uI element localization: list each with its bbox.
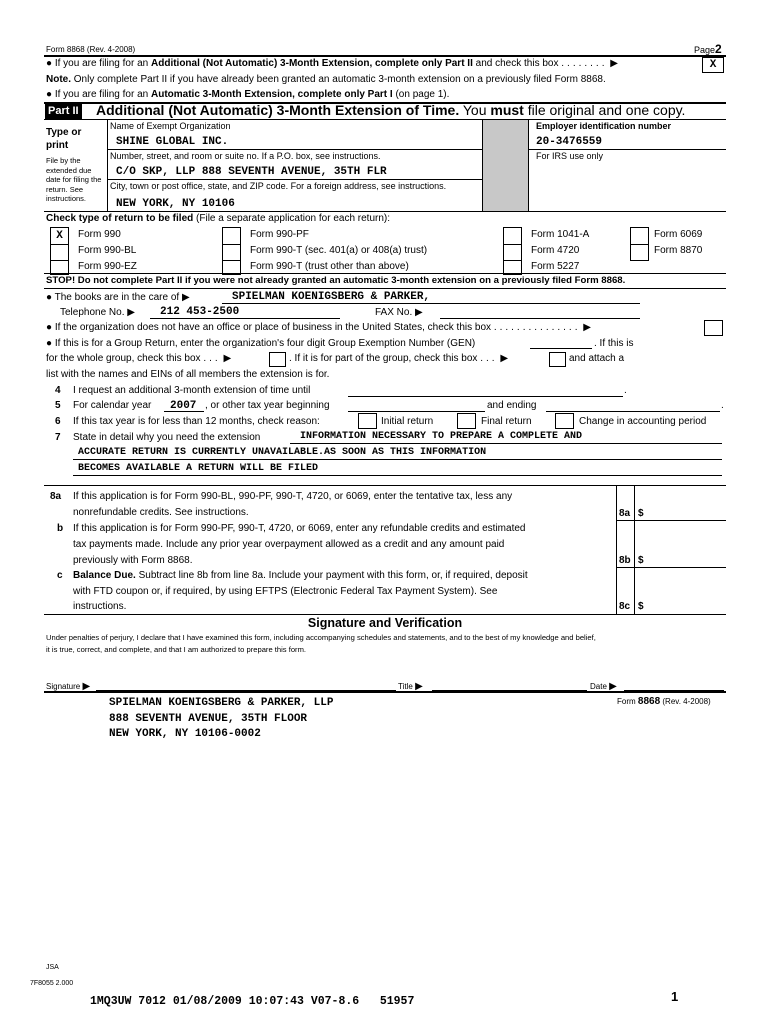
initial-return-label: Initial return — [381, 416, 434, 427]
care-underline — [222, 303, 640, 304]
org-name-value[interactable]: SHINE GLOBAL INC. — [116, 136, 229, 148]
footer-page-number: 1 — [671, 989, 679, 1004]
begin-underline — [348, 411, 485, 412]
form-990-checkbox[interactable]: X — [50, 227, 69, 245]
irs-use-label: For IRS use only — [536, 151, 604, 161]
line8b-text-3: previously with Form 8868. — [73, 555, 193, 566]
line5-number: 5 — [55, 400, 61, 411]
stop-bottom-rule — [44, 288, 726, 289]
line7-reason-1[interactable]: INFORMATION NECESSARY TO PREPARE A COMPLETE AND — [300, 431, 583, 442]
perjury-statement-2: it is true, correct, and complete, and that I am authorized to prepare this form. — [46, 645, 307, 654]
form-990bl-label: Form 990-BL — [78, 245, 137, 256]
attach-text: and attach a — [569, 353, 625, 364]
whole-group-text: for the whole group, check this box ... ▶ — [46, 353, 232, 364]
line8b-dollar: $ — [638, 555, 644, 566]
form-code: 7F8055 2.000 — [30, 980, 74, 987]
part1-instruction: ● If you are filing for an Automatic 3-Month Extension, complete only Part I (on page 1). — [46, 89, 450, 100]
line4-text: I request an additional 3-month extension of time until — [73, 385, 311, 396]
title-label: Title ▶ — [398, 681, 423, 692]
org-bottom-rule — [44, 211, 726, 212]
group-return-text: ● If this is for a Group Return, enter the organization's four digit Group Exemption Number (GEN) — [46, 338, 476, 349]
line8b-number: b — [57, 523, 64, 534]
form-6069-label: Form 6069 — [654, 229, 703, 240]
type-or-print-label: Type or print — [46, 127, 82, 151]
telephone-label: Telephone No. ▶ — [60, 307, 135, 318]
line6-number: 6 — [55, 416, 61, 427]
form-footer-label: Form 8868 (Rev. 4-2008) — [617, 696, 711, 707]
form-990t-401a-checkbox[interactable] — [222, 244, 241, 261]
line4-underline — [348, 396, 623, 397]
final-return-label: Final return — [481, 416, 532, 427]
org-name-label: Name of Exempt Organization — [110, 121, 231, 131]
line5-year[interactable]: 2007 — [170, 400, 197, 412]
line8b-box-label: 8b — [619, 555, 631, 566]
part-group-text: . If it is for part of the group, check this box ... ▶ — [289, 353, 509, 364]
address-line-3: NEW YORK, NY 10106-0002 — [109, 728, 261, 740]
perjury-statement-1: Under penalties of perjury, I declare that I have examined this form, including accompanying schedules and statements, and to the best of my knowledge and belief, — [46, 633, 596, 642]
form-990pf-label: Form 990-PF — [250, 229, 309, 240]
line4-number: 4 — [55, 385, 61, 396]
jsa-label: JSA — [46, 964, 59, 971]
line8c-dollar: $ — [638, 601, 644, 612]
line4-period: . — [624, 385, 627, 396]
form-4720-checkbox[interactable] — [503, 244, 522, 261]
processing-stamp: 1MQ3UW 7012 01/08/2009 10:07:43 V07-8.6 51957 — [90, 995, 415, 1008]
group-return-text-2: . If this is — [594, 338, 634, 349]
header-rule — [44, 55, 726, 57]
final-return-checkbox[interactable] — [457, 413, 476, 429]
no-office-text: ● If the organization does not have an office or place of business in the United States, check this box ............... ▶ — [46, 322, 591, 333]
ein-label: Employer identification number — [536, 121, 672, 131]
stop-warning: STOP! Do not complete Part II if you were not already granted an automatic 3-month extension on a previously filed Form 8868. — [46, 275, 626, 286]
form-1041a-checkbox[interactable] — [503, 227, 522, 245]
form-8870-label: Form 8870 — [654, 245, 703, 256]
line7-reason-2[interactable]: ACCURATE RETURN IS CURRENTLY UNAVAILABLE.AS SOON AS THIS INFORMATION — [78, 447, 487, 458]
line8b-text-1: If this application is for Form 990-PF, 990-T, 4720, or 6069, enter any refundable credits and estimated — [73, 523, 526, 534]
return-type-bottom-rule — [44, 273, 726, 274]
note-line: Note. Only complete Part II if you have already been granted an automatic 3-month extension on a previously filed Form 8868. — [46, 74, 606, 85]
fax-underline — [440, 318, 640, 319]
city-value[interactable]: NEW YORK, NY 10106 — [116, 198, 235, 210]
line8c-text-1: Balance Due. Subtract line 8b from line 8a. Include your payment with this form, or, if required, deposit — [73, 570, 528, 581]
line8c-box-label: 8c — [619, 601, 631, 612]
line8c-text-3: instructions. — [73, 601, 127, 612]
file-by-label: File by the extended due date for filing the return. See instructions. — [46, 156, 102, 203]
date-label: Date ▶ — [590, 681, 617, 692]
end-underline — [546, 411, 720, 412]
part2-instruction: ● If you are filing for an Additional (Not Automatic) 3-Month Extension, complete only Part II and check this box ........ ▶ — [46, 58, 618, 69]
no-office-checkbox[interactable] — [704, 320, 723, 336]
line5-period: . — [721, 400, 724, 411]
telephone-value[interactable]: 212 453-2500 — [160, 306, 240, 318]
line7-underline-2 — [73, 459, 722, 460]
members-list-text: list with the names and EINs of all members the extension is for. — [46, 369, 330, 380]
accounting-change-label: Change in accounting period — [579, 416, 707, 427]
line5-text2: , or other tax year beginning — [205, 400, 330, 411]
page-label: Page2 — [694, 42, 722, 56]
ein-value[interactable]: 20-3476559 — [536, 136, 603, 148]
line7-reason-3[interactable]: BECOMES AVAILABLE A RETURN WILL BE FILED — [78, 463, 319, 474]
line8a-text-1: If this application is for Form 990-BL, 990-PF, 990-T, 4720, or 6069, enter the tentative tax, less any — [73, 491, 513, 502]
part2-tag: Part II — [45, 104, 82, 119]
line7-text: State in detail why you need the extension — [73, 432, 261, 443]
street-row-rule — [107, 179, 482, 180]
line7-number: 7 — [55, 432, 61, 443]
part-group-checkbox[interactable] — [549, 352, 566, 367]
accounting-change-checkbox[interactable] — [555, 413, 574, 429]
form-990t-trust-label: Form 990-T (trust other than above) — [250, 261, 409, 272]
form-revision-label: Form 8868 (Rev. 4-2008) — [46, 45, 136, 54]
line8b-rule — [616, 567, 726, 568]
form-990-label: Form 990 — [78, 229, 121, 240]
line8a-box-label: 8a — [619, 508, 631, 519]
part2-checkbox[interactable]: X — [702, 57, 724, 73]
part2-title: Additional (Not Automatic) 3-Month Extension of Time. You must file original and one copy. — [96, 102, 686, 118]
gen-underline — [530, 348, 592, 349]
line8a-dollar: $ — [638, 508, 644, 519]
signature-bottom-rule — [44, 691, 726, 693]
ein-row-rule — [528, 149, 726, 150]
line8c-number: c — [57, 570, 63, 581]
street-value[interactable]: C/O SKP, LLP 888 SEVENTH AVENUE, 35TH FLR — [116, 166, 387, 178]
books-care-value[interactable]: SPIELMAN KOENIGSBERG & PARKER, — [232, 291, 431, 303]
form-990ez-label: Form 990-EZ — [78, 261, 137, 272]
line8-bottom-rule — [44, 614, 726, 615]
gray-left-divider — [482, 119, 483, 211]
books-care-label: ● The books are in the care of ▶ — [46, 292, 190, 303]
line8b-text-2: tax payments made. Include any prior year overpayment allowed as a credit and any amount paid — [73, 539, 505, 550]
whole-group-checkbox[interactable] — [269, 352, 286, 367]
gray-right-divider — [528, 119, 529, 211]
form-1041a-label: Form 1041-A — [531, 229, 590, 240]
line5-text: For calendar year — [73, 400, 152, 411]
city-label: City, town or post office, state, and ZIP code. For a foreign address, see instructions. — [110, 181, 447, 191]
street-label: Number, street, and room or suite no. If a P.O. box, see instructions. — [110, 151, 381, 161]
form-990t-401a-label: Form 990-T (sec. 401(a) or 408(a) trust) — [250, 245, 428, 256]
line8a-rule — [616, 520, 726, 521]
tel-underline — [150, 318, 340, 319]
gray-shade — [482, 120, 528, 211]
line8c-text-2: with FTD coupon or, if required, by using EFTPS (Electronic Federal Tax Payment System). See — [73, 586, 498, 597]
line8-top-rule — [44, 485, 726, 486]
signature-label: Signature ▶ — [46, 681, 91, 692]
line7-underline-3 — [73, 475, 722, 476]
address-line-1: SPIELMAN KOENIGSBERG & PARKER, LLP — [109, 697, 334, 709]
line8a-text-2: nonrefundable credits. See instructions. — [73, 507, 249, 518]
line8-dollar-divider — [634, 485, 635, 615]
fax-label: FAX No. ▶ — [375, 307, 423, 318]
form-4720-label: Form 4720 — [531, 245, 580, 256]
address-line-2: 888 SEVENTH AVENUE, 35TH FLOOR — [109, 713, 308, 725]
line8-box-divider — [616, 485, 617, 615]
name-row-rule — [107, 149, 482, 150]
form-5227-label: Form 5227 — [531, 261, 580, 272]
line8a-number: 8a — [50, 491, 62, 502]
initial-return-checkbox[interactable] — [358, 413, 377, 429]
org-left-divider — [107, 119, 108, 211]
return-type-heading: Check type of return to be filed (File a separate application for each return): — [46, 213, 391, 224]
page-number: 2 — [715, 42, 722, 56]
form-8870-checkbox[interactable] — [630, 244, 649, 261]
form-6069-checkbox[interactable] — [630, 227, 649, 245]
signature-heading: Signature and Verification — [307, 616, 463, 630]
line6-text: If this tax year is for less than 12 months, check reason: — [73, 416, 320, 427]
line5-text3: and ending — [487, 400, 537, 411]
form-990bl-checkbox[interactable] — [50, 244, 69, 261]
form-990pf-checkbox[interactable] — [222, 227, 241, 245]
line7-underline-1 — [290, 443, 722, 444]
part2-bottom-rule — [44, 119, 726, 120]
